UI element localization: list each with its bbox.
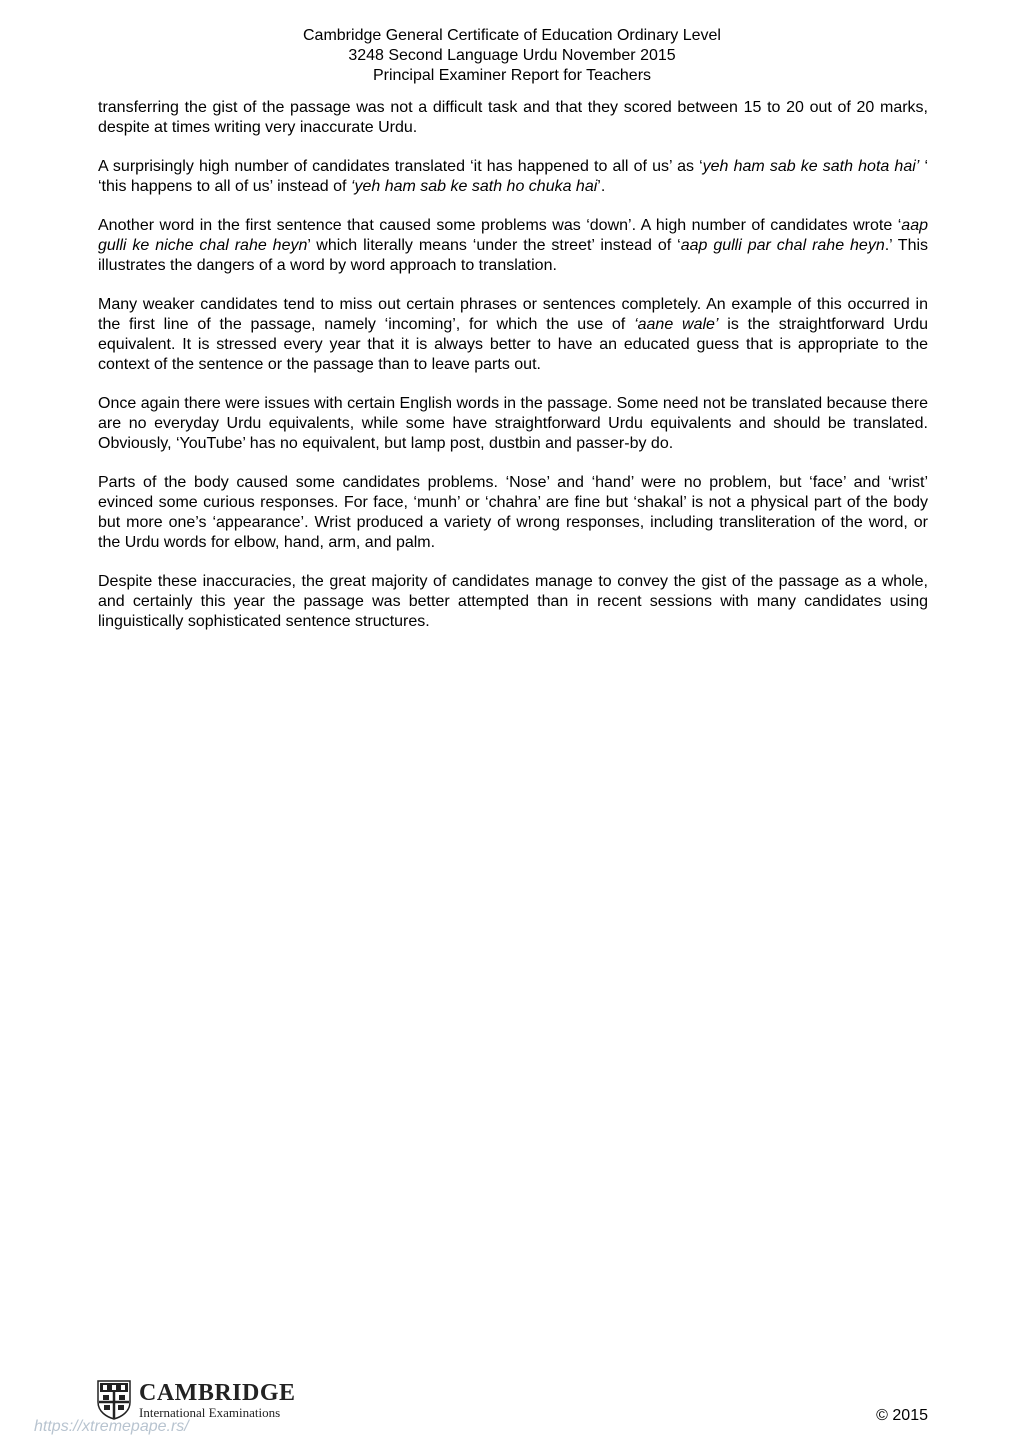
paragraph-text: Once again there were issues with certain English words in the passage. Some need not be translated because there are no everyday Urdu equivalents, while some have straightforward Urdu equivalents and should be translated. Obviously, ‘YouTube’ has no equivalent, but lamp post, dustbin and passer-by do. bbox=[98, 395, 928, 452]
shield-crest-icon bbox=[97, 1380, 131, 1420]
italic-phrase: yeh ham sab ke sath hota hai’ bbox=[702, 158, 920, 175]
paragraph-text: ‘ ‘this happens to all of us’ instead of bbox=[98, 158, 929, 195]
paragraph-text: ’. bbox=[597, 178, 606, 195]
paragraph-5 bbox=[98, 394, 928, 454]
page-header bbox=[0, 26, 1024, 86]
paragraph-text: A surprisingly high number of candidates translated ‘it has happened to all of us’ as ‘ bbox=[98, 158, 703, 175]
logo-wordmark: CAMBRIDGE bbox=[139, 1380, 296, 1406]
paragraph-3 bbox=[98, 216, 928, 276]
paragraph-text: is the straightforward Urdu equivalent. It is stressed every year that it is always better to have an educated guess that is appropriate to the context of the sentence or the passage than to leave parts out. bbox=[98, 316, 929, 373]
italic-phrase: aap gulli par chal rahe heyn bbox=[680, 237, 885, 254]
italic-phrase: ‘aane wale’ bbox=[634, 316, 719, 333]
paragraph-text: Another word in the first sentence that caused some problems was ‘down’. A high number of candidates wrote ‘ bbox=[98, 217, 902, 234]
paragraph-text: .’ This illustrates the dangers of a word by word approach to translation. bbox=[98, 237, 929, 274]
paragraph-text: transferring the gist of the passage was not a difficult task and that they scored between 15 to 20 out of 20 marks, despite at times writing very inaccurate Urdu. bbox=[98, 99, 928, 136]
paragraph-text: Despite these inaccuracies, the great majority of candidates manage to convey the gist of the passage as a whole, and certainly this year the passage was better attempted than in recent sessions with many candidates using linguistically sophisticated sentence structures. bbox=[98, 573, 928, 630]
paragraph-6 bbox=[98, 473, 928, 553]
paragraph-4 bbox=[98, 295, 928, 375]
paragraph-text: Parts of the body caused some candidates problems. ‘Nose’ and ‘hand’ were no problem, but ‘face’ and ‘wrist’ evinced some curious responses. For face, ‘munh’ or ‘chahra’ are fine but ‘shakal’ is not a physical part of the body but more one’s ‘appearance’. Wrist produced a variety of wrong responses, including transliteration of the word, or the Urdu words for elbow, hand, arm, and palm. bbox=[98, 474, 928, 551]
paragraph-1 bbox=[98, 98, 928, 138]
paragraph-text: ’ which literally means ‘under the street’ instead of ‘ bbox=[307, 237, 681, 254]
paragraph-2 bbox=[98, 157, 928, 197]
watermark-url: https://xtremepape.rs/ bbox=[34, 1418, 189, 1435]
paragraph-text: Many weaker candidates tend to miss out certain phrases or sentences completely. An example of this occurred in the first line of the passage, namely ‘incoming’, for which the use of bbox=[98, 296, 928, 333]
logo-subtitle: International Examinations bbox=[139, 1405, 281, 1420]
italic-phrase: ‘yeh ham sab ke sath ho chuka hai bbox=[350, 178, 598, 195]
header-line-2: 3248 Second Language Urdu November 2015 bbox=[348, 47, 676, 64]
header-line-1: Cambridge General Certificate of Education Ordinary Level bbox=[303, 27, 721, 44]
header-line-3: Principal Examiner Report for Teachers bbox=[372, 67, 652, 84]
copyright-notice: © 2015 bbox=[876, 1407, 928, 1424]
report-body bbox=[98, 98, 928, 651]
paragraph-7 bbox=[98, 572, 928, 632]
italic-phrase: aap gulli ke niche chal rahe heyn bbox=[98, 217, 928, 254]
